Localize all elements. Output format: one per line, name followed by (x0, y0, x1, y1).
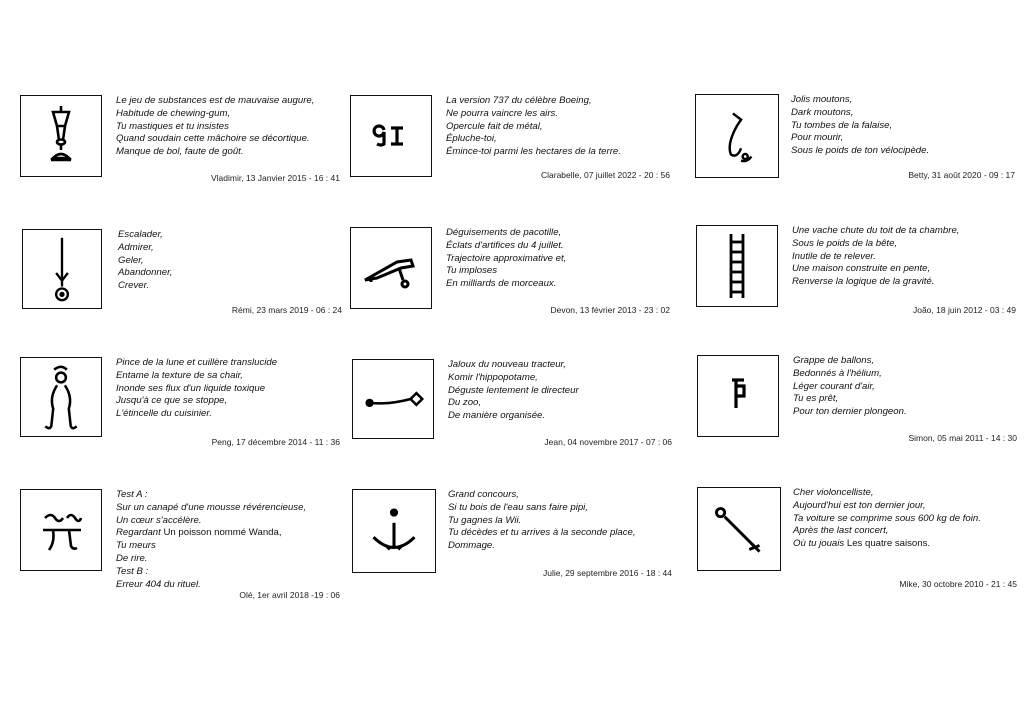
gi-glyph-icon (350, 95, 432, 177)
figure-glyph-icon (20, 357, 102, 437)
poem-signature: Devon, 13 février 2013 - 23 : 02 (550, 305, 670, 315)
poem-signature: Mike, 30 octobre 2010 - 21 : 45 (899, 579, 1017, 589)
poem-line: Léger courant d'air, (793, 380, 875, 392)
poem-line: Le jeu de substances est de mauvaise augure, (116, 95, 315, 106)
poem-line: Après the last concert, (793, 525, 889, 537)
poem-text (116, 489, 356, 591)
poem-card-7 (20, 357, 340, 457)
poem-line: Tu décèdes et tu arrives à la seconde place, (448, 527, 636, 539)
poem-text (791, 94, 1024, 158)
poem-card-9 (697, 355, 1017, 455)
poem-card-8 (352, 359, 672, 459)
poem-text (792, 225, 1024, 289)
poem-line: Abandonner, (118, 267, 173, 279)
poem-line: Grand concours, (448, 489, 519, 500)
ladder-glyph-icon (696, 225, 778, 307)
gun-glyph-icon (350, 227, 432, 309)
poem-line: Une vache chute du toit de ta chambre, (792, 225, 960, 236)
poem-signature: Jean, 04 novembre 2017 - 07 : 06 (544, 437, 672, 447)
poem-line: Test B : (116, 565, 149, 577)
poem-line-upright: Les quatre saisons. (844, 538, 931, 550)
poem-line: Komir l'hippopotame, (448, 371, 538, 383)
poem-line-italic: Où tu jouais (793, 538, 845, 550)
poem-line: Tu gagnes la Wii. (448, 514, 522, 526)
poem-line: Tu mastiques et tu insistes (116, 120, 229, 132)
poem-text (448, 489, 688, 553)
poem-line: La version 737 du célèbre Boeing, (446, 95, 592, 106)
poem-line: Ta voiture se comprime sous 600 kg de foin. (793, 512, 981, 524)
poem-line: Sur un canapé d'une mousse révérencieuse, (116, 501, 307, 513)
poem-text (116, 95, 356, 159)
poem-line: Crever. (118, 280, 150, 292)
poem-line: Jolis moutons, (791, 94, 853, 105)
poem-line: Geler, (118, 254, 144, 266)
poem-line: Cher violoncelliste, (793, 487, 874, 498)
poem-line: Ne pourra vaincre les airs. (446, 107, 558, 119)
hook-glyph-icon (695, 94, 779, 178)
poem-line: Renverse la logique de la gravité. (792, 276, 935, 288)
poem-text (446, 95, 686, 159)
poem-line: Tu meurs (116, 540, 156, 552)
pendulum-glyph-icon (22, 229, 102, 309)
i-glyph-icon (352, 489, 436, 573)
pin-glyph-icon (697, 487, 781, 571)
poem-line: Déguste lentement le directeur (448, 384, 579, 396)
poem-line: Admirer, (118, 241, 154, 253)
poem-line: Grappe de ballons, (793, 355, 875, 366)
poem-signature: Julie, 29 septembre 2016 - 18 : 44 (543, 568, 672, 578)
poem-line: Jusqu'à ce que se stoppe, (116, 395, 228, 407)
poem-line: Pince de la lune et cuillère translucide (116, 357, 278, 368)
poem-text (118, 229, 358, 293)
poem-line: Erreur 404 du rituel. (116, 578, 201, 590)
poem-line: Quand soudain cette mâchoire se décortique. (116, 133, 310, 145)
poem-line: Un cœur s'accélère. (116, 514, 202, 526)
poem-text (446, 227, 686, 291)
poem-line: Sous le poids de la bête, (792, 237, 898, 249)
poem-line: En milliards de morceaux. (446, 278, 557, 290)
poem-line: L'étincelle du cuisinier. (116, 408, 212, 420)
poem-card-2 (350, 95, 670, 195)
poem-line (793, 538, 1024, 551)
poem-card-10 (20, 489, 340, 600)
poem-line: Dommage. (448, 540, 495, 552)
poem-line: Bedonnés à l'hélium, (793, 367, 882, 379)
poem-line: Sous le poids de ton vélocipède. (791, 145, 930, 157)
poem-line: Jaloux du nouveau tracteur, (448, 359, 566, 370)
poem-line: Épluche-toi, (446, 133, 497, 145)
poem-signature: João, 18 juin 2012 - 03 : 49 (912, 305, 1016, 315)
poem-signature: Clarabelle, 07 juillet 2022 - 20 : 56 (541, 170, 670, 180)
poem-line-upright: Un poisson nommé Wanda, (160, 527, 282, 539)
poem-line: Dark moutons, (791, 106, 854, 118)
poem-line: Si tu bois de l'eau sans faire pipi, (448, 501, 588, 513)
poem-line: De rire. (116, 552, 148, 564)
arrow-glyph-icon (352, 359, 434, 439)
poem-card-12 (697, 487, 1017, 587)
poem-card-4 (22, 229, 342, 329)
flag-glyph-icon (697, 355, 779, 437)
poem-text (116, 357, 356, 421)
poem-line: Escalader, (118, 229, 163, 240)
poem-line: Déguisements de pacotille, (446, 227, 562, 238)
poem-line: Trajectoire approximative et, (446, 252, 567, 264)
poem-line: Test A : (116, 489, 148, 500)
poem-line: Entame la texture de sa chair, (116, 369, 243, 381)
poem-card-6 (696, 225, 1016, 325)
poem-card-3 (695, 94, 1015, 194)
poem-signature: Betty, 31 août 2020 - 09 : 17 (908, 170, 1015, 180)
poem-line: Manque de bol, faute de goût. (116, 146, 244, 158)
poem-signature: Rémi, 23 mars 2019 - 06 : 24 (231, 305, 342, 315)
poem-line-italic: Regardant (116, 527, 161, 539)
poem-line: Tu imploses (446, 265, 498, 277)
pi-glyph-icon (20, 489, 102, 571)
poem-line: Éclats d'artifices du 4 juillet. (446, 239, 564, 251)
poem-line: Émince-toi parmi les hectares de la terre. (446, 146, 621, 158)
poem-line: Aujourd'hui est ton dernier jour, (793, 499, 926, 511)
poem-line: Une maison construite en pente, (792, 263, 931, 275)
poem-line (116, 527, 356, 540)
poem-signature: Simon, 05 mai 2011 - 14 : 30 (908, 433, 1017, 443)
poem-card-1 (20, 95, 340, 195)
poem-signature: Olé, 1er avril 2018 -19 : 06 (239, 590, 340, 600)
poem-signature: Vladimir, 13 Janvier 2015 - 16 : 41 (211, 173, 340, 183)
poem-line: De manière organisée. (448, 410, 546, 422)
poem-text (448, 359, 688, 423)
poem-line: Tu tombes de la falaise, (791, 119, 893, 131)
poem-line: Pour ton dernier plongeon. (793, 406, 907, 418)
poem-card-11 (352, 489, 672, 589)
poem-text (793, 355, 1024, 419)
poem-line: Tu es prêt, (793, 393, 839, 405)
poem-line: Inonde ses flux d'un liquide toxique (116, 382, 266, 394)
poem-card-5 (350, 227, 670, 327)
poem-line: Pour mourir, (791, 132, 844, 144)
lamp-glyph-icon (20, 95, 102, 177)
poem-line: Du zoo, (448, 397, 482, 409)
poem-line: Opercule fait de métal, (446, 120, 543, 132)
poem-text (793, 487, 1024, 551)
poem-line: Inutile de te relever. (792, 250, 876, 262)
poem-signature: Peng, 17 décembre 2014 - 11 : 36 (211, 437, 340, 447)
poem-line: Habitude de chewing-gum, (116, 107, 231, 119)
